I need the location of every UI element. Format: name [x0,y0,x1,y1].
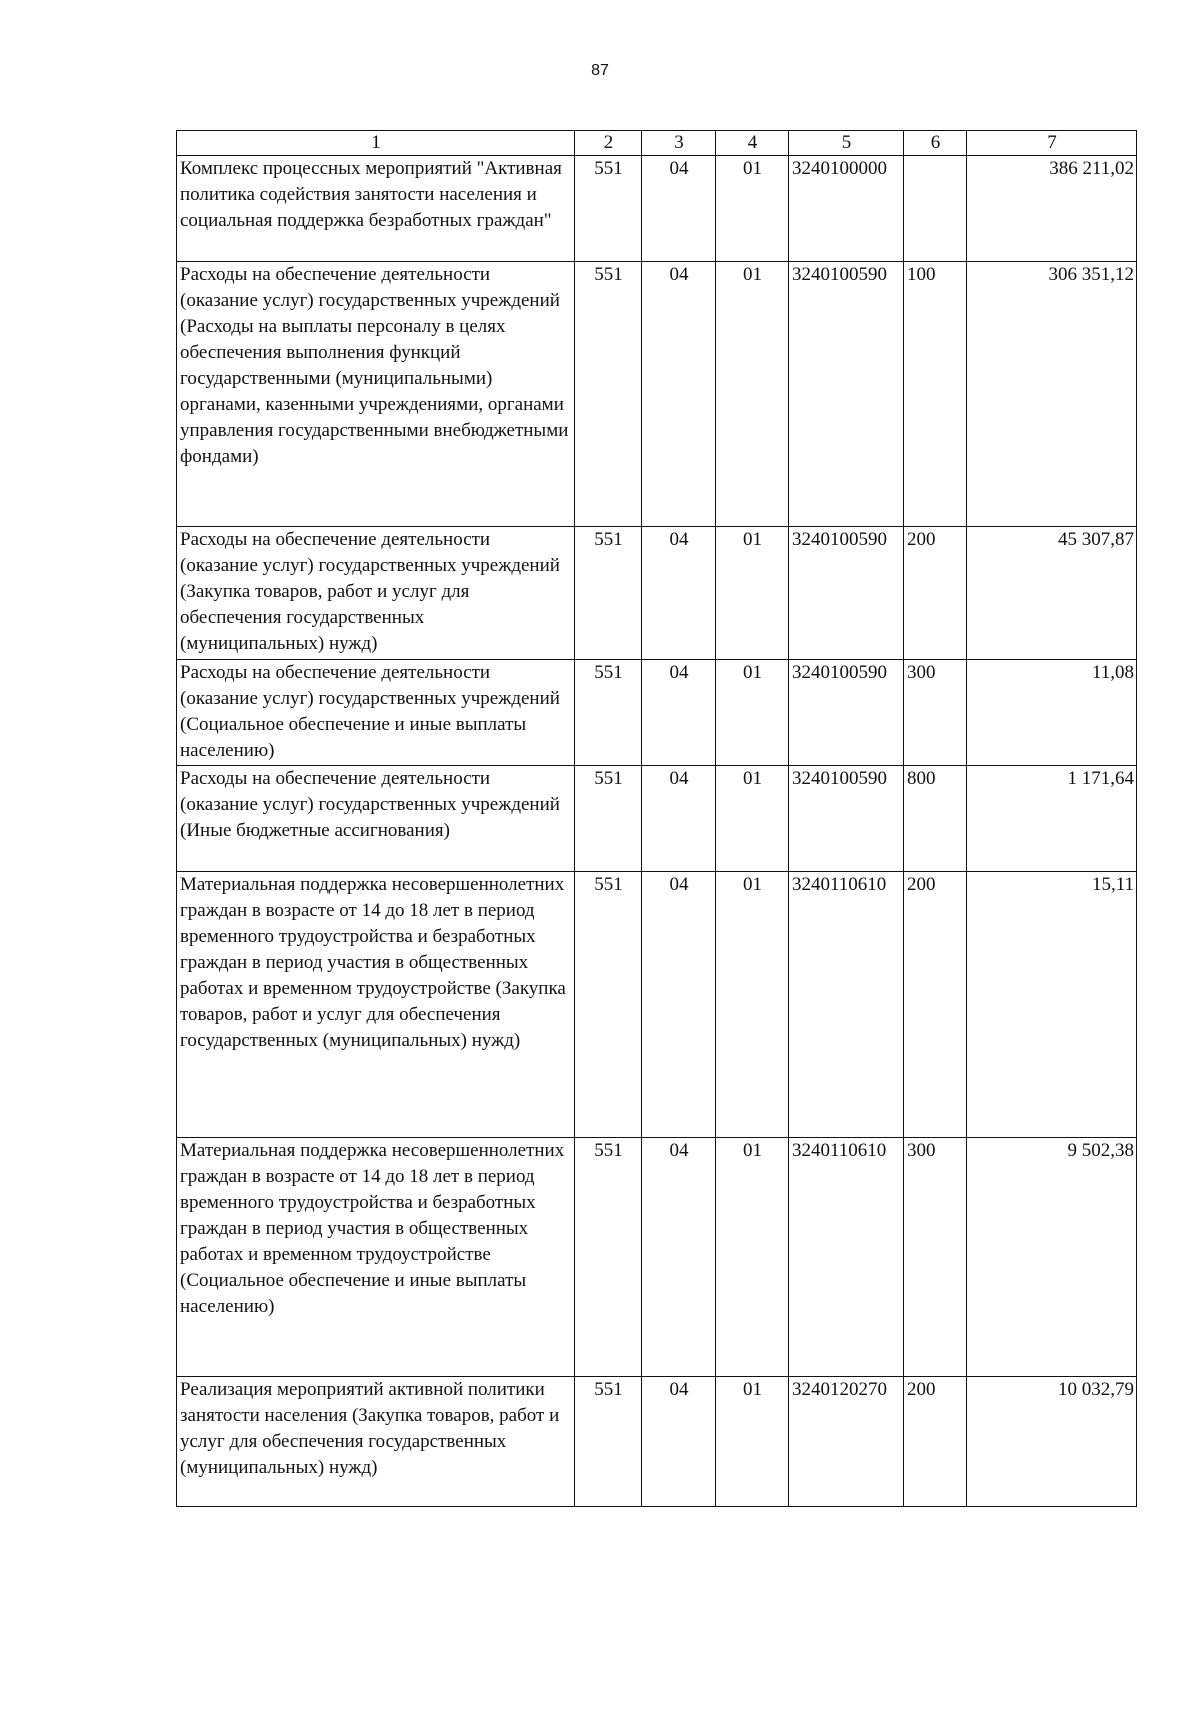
row-subsection: 01 [716,1138,789,1377]
row-expense-type: 200 [904,527,967,660]
row-expense-type: 300 [904,1138,967,1377]
row-expense-type: 800 [904,766,967,872]
row-expense-type [904,156,967,262]
row-expense-type: 300 [904,660,967,766]
row-target-article: 3240110610 [789,872,904,1138]
row-subsection: 01 [716,262,789,527]
row-name: Расходы на обеспечение деятельности (оказание услуг) государственных учреждений (Социальное обеспечение и иные выплаты населению) [177,660,575,766]
row-name: Расходы на обеспечение деятельности (оказание услуг) государственных учреждений (Закупка товаров, работ и услуг для обеспечения государственных (муниципальных) нужд) [177,527,575,660]
table-row [177,1138,1137,1377]
row-target-article: 3240100590 [789,660,904,766]
row-subsection: 01 [716,872,789,1138]
row-name: Материальная поддержка несовершеннолетних граждан в возрасте от 14 до 18 лет в период временного трудоустройства и безработных граждан в период участия в общественных работах и временном трудоустройстве (Социальное обеспечение и иные выплаты населению) [177,1138,575,1377]
row-section: 04 [642,262,716,527]
row-amount: 11,08 [967,660,1137,766]
row-section: 04 [642,872,716,1138]
col-header-6: 6 [904,131,967,156]
row-amount: 10 032,79 [967,1377,1137,1507]
row-grbs: 551 [575,1377,642,1507]
row-amount: 306 351,12 [967,262,1137,527]
row-grbs: 551 [575,660,642,766]
row-grbs: 551 [575,1138,642,1377]
row-target-article: 3240100000 [789,156,904,262]
table-row [177,1377,1137,1507]
row-name: Расходы на обеспечение деятельности (оказание услуг) государственных учреждений (Иные бюджетные ассигнования) [177,766,575,872]
row-expense-type: 200 [904,1377,967,1507]
row-grbs: 551 [575,872,642,1138]
row-section: 04 [642,527,716,660]
col-header-5: 5 [789,131,904,156]
row-target-article: 3240110610 [789,1138,904,1377]
row-amount: 45 307,87 [967,527,1137,660]
col-header-1: 1 [177,131,575,156]
row-target-article: 3240100590 [789,766,904,872]
row-amount: 386 211,02 [967,156,1137,262]
row-grbs: 551 [575,766,642,872]
col-header-4: 4 [716,131,789,156]
row-section: 04 [642,156,716,262]
row-name: Комплекс процессных мероприятий "Активная политика содействия занятости населения и социальная поддержка безработных граждан" [177,156,575,262]
row-target-article: 3240120270 [789,1377,904,1507]
row-name: Расходы на обеспечение деятельности (оказание услуг) государственных учреждений (Расходы на выплаты персоналу в целях обеспечения выполнения функций государственными (муниципальными) органами, казенными учреждениями, органами управления государственными внебюджетными фондами) [177,262,575,527]
row-name: Реализация мероприятий активной политики занятости населения (Закупка товаров, работ и услуг для обеспечения государственных (муниципальных) нужд) [177,1377,575,1507]
row-section: 04 [642,1377,716,1507]
row-section: 04 [642,660,716,766]
row-grbs: 551 [575,527,642,660]
row-target-article: 3240100590 [789,527,904,660]
header-row [177,131,1137,156]
row-section: 04 [642,1138,716,1377]
row-section: 04 [642,766,716,872]
row-grbs: 551 [575,156,642,262]
row-subsection: 01 [716,1377,789,1507]
budget-table [176,130,1137,1507]
row-name: Материальная поддержка несовершеннолетних граждан в возрасте от 14 до 18 лет в период временного трудоустройства и безработных граждан в период участия в общественных работах и временном трудоустройстве (Закупка товаров, работ и услуг для обеспечения государственных (муниципальных) нужд) [177,872,575,1138]
row-amount: 1 171,64 [967,766,1137,872]
row-subsection: 01 [716,660,789,766]
col-header-2: 2 [575,131,642,156]
row-subsection: 01 [716,766,789,872]
row-expense-type: 200 [904,872,967,1138]
table-row [177,872,1137,1138]
table-row [177,262,1137,527]
row-grbs: 551 [575,262,642,527]
row-target-article: 3240100590 [789,262,904,527]
col-header-7: 7 [967,131,1137,156]
table-row [177,660,1137,766]
row-amount: 15,11 [967,872,1137,1138]
col-header-3: 3 [642,131,716,156]
row-amount: 9 502,38 [967,1138,1137,1377]
table-row [177,156,1137,262]
table-row [177,766,1137,872]
row-subsection: 01 [716,527,789,660]
table-row [177,527,1137,660]
row-expense-type: 100 [904,262,967,527]
page-number: 87 [591,62,609,79]
row-subsection: 01 [716,156,789,262]
